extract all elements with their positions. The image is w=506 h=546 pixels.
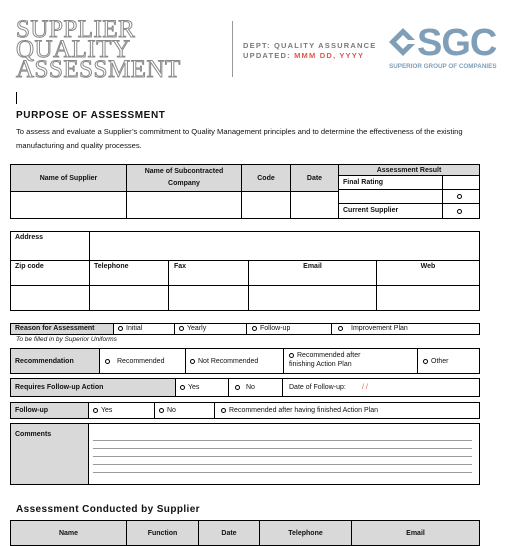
conducted-date-header: Date [198,520,260,546]
reason-label: Reason for Assessment [15,325,95,332]
fax-field[interactable] [168,285,249,311]
requires-followup-yes-cell[interactable] [175,378,229,397]
followup-yes-cell[interactable] [88,402,155,419]
reason-improvement-label: Improvement Plan [351,325,408,332]
reason-initial-cell[interactable] [113,323,175,335]
title-line-2: QUALITY [16,36,131,63]
subcontracted-company-header [126,164,242,192]
updated-label: UPDATED: [243,51,291,60]
zip-cell [10,260,90,286]
recommended-after-plan-radio[interactable] [289,353,294,358]
followup-date-cell[interactable] [282,378,480,397]
comments-field[interactable] [88,423,480,485]
dept-label: DEPT: QUALITY ASSURANCE [243,41,377,50]
text-cursor [16,92,17,104]
conducted-email-header: Email [351,520,480,546]
email-field[interactable] [248,285,377,311]
final-rating-value[interactable] [442,175,480,190]
followup-yes-radio[interactable] [93,408,98,413]
filled-by-note: To be filled in by Superior Uniforms [16,336,117,343]
telephone-field[interactable] [89,285,169,311]
recommended-label: Recommended [117,358,165,365]
code-header: Code [241,164,291,192]
reason-followup-label: Follow-up [260,325,291,332]
address-label-cell [10,231,90,261]
comment-line [93,448,472,449]
recommended-radio[interactable] [105,359,110,364]
supplier-name-field[interactable] [10,191,127,219]
recommended-after-plan-line-2: finishing Action Plan [289,361,352,368]
followup-label: Follow-up [15,407,49,414]
not-recommended-cell[interactable] [185,348,284,374]
requires-followup-no-radio[interactable] [235,385,240,390]
recommended-cell[interactable] [99,348,186,374]
comments-label: Comments [15,431,52,438]
date-header: Date [290,164,339,192]
requires-followup-yes-label: Yes [188,384,200,391]
followup-date-placeholder[interactable]: / / [362,384,368,391]
name-of-supplier-header: Name of Supplier [10,164,127,192]
updated-line [243,51,364,60]
reason-yearly-radio[interactable] [179,326,184,331]
conducted-function-header: Function [126,520,199,546]
final-rating-cell [338,175,443,190]
current-supplier-label: Current Supplier [343,207,399,214]
followup-after-plan-label: Recommended after having finished Action Plan [229,407,379,414]
date-field[interactable] [290,191,339,219]
comment-line [93,464,472,465]
recommendation-label-cell [10,348,100,374]
logo-subtitle: SUPERIOR GROUP OF COMPANIES [389,63,497,70]
followup-date-label: Date of Follow-up: [289,384,346,391]
requires-followup-label-cell [10,378,176,397]
reason-yearly-cell[interactable] [174,323,247,335]
reason-initial-label: Initial [126,325,143,332]
subcontracted-company-field[interactable] [126,191,242,219]
purpose-text-line-2: manufacturing and quality processes. [16,141,142,150]
fax-cell [168,260,249,286]
reason-improvement-cell[interactable] [331,323,480,335]
subcontracted-line-1: Name of Subcontracted [144,168,224,175]
title-line-3: ASSESSMENT [16,56,181,83]
not-recommended-radio[interactable] [190,359,195,364]
followup-label-cell [10,402,89,419]
comment-line [93,456,472,457]
requires-followup-no-label: No [246,384,255,391]
followup-no-label: No [167,407,176,414]
recommended-after-plan-cell[interactable] [283,348,418,374]
purpose-text-line-1: To assess and evaluate a Supplier’s commitment to Quality Management principles and to determine the effectiveness of the existing [16,127,463,136]
purpose-heading: PURPOSE OF ASSESSMENT [16,110,166,121]
rating-radio[interactable] [457,194,462,199]
conducted-telephone-header: Telephone [259,520,352,546]
other-radio[interactable] [423,359,428,364]
assessment-result-header: Assessment Result [338,164,480,176]
current-supplier-cell [338,203,443,219]
followup-yes-label: Yes [101,407,113,414]
other-label: Other [431,358,449,365]
zip-field[interactable] [10,285,90,311]
followup-no-radio[interactable] [159,408,164,413]
reason-yearly-label: Yearly [187,325,207,332]
requires-followup-label: Requires Follow-up Action [15,384,104,391]
web-field[interactable] [376,285,480,311]
current-supplier-radio-cell[interactable] [442,203,480,219]
fax-label: Fax [174,263,187,270]
conducted-heading: Assessment Conducted by Supplier [16,504,200,515]
subcontracted-line-2: Company [168,180,200,187]
address-field[interactable] [89,231,480,261]
final-rating-label: Final Rating [343,179,384,186]
updated-value: MMM DD, YYYY [294,51,365,60]
web-cell [376,260,480,286]
comments-label-cell [10,423,89,485]
recommended-after-plan-line-1: Recommended after [297,352,361,359]
not-recommended-label: Not Recommended [198,358,259,365]
current-supplier-radio[interactable] [457,209,462,214]
reason-label-cell [10,323,114,335]
comment-line [93,440,472,441]
address-label: Address [15,234,44,241]
reason-improvement-radio[interactable] [338,326,343,331]
logo-text: SGC [417,22,497,64]
purpose-text [16,125,486,153]
telephone-label: Telephone [94,263,129,270]
sgc-logo-mark-icon [388,27,418,61]
other-cell[interactable] [417,348,480,374]
comment-line [93,472,472,473]
followup-after-plan-radio[interactable] [221,408,226,413]
email-label: Email [303,263,322,270]
reason-followup-radio[interactable] [252,326,257,331]
requires-followup-no-cell[interactable] [228,378,283,397]
requires-followup-yes-radio[interactable] [180,385,185,390]
header-divider [232,21,233,77]
reason-initial-radio[interactable] [118,326,123,331]
followup-no-cell[interactable] [154,402,215,419]
code-field[interactable] [241,191,291,219]
conducted-name-header: Name [10,520,127,546]
email-cell [248,260,377,286]
rating-radio-cell[interactable] [442,189,480,204]
recommendation-label: Recommendation [15,358,74,365]
title-line-1: SUPPLIER [16,16,136,43]
zip-label: Zip code [15,263,44,270]
reason-followup-cell[interactable] [246,323,332,335]
web-label: Web [420,263,436,270]
rating-blank-cell [338,189,443,204]
telephone-cell [89,260,169,286]
followup-after-plan-cell[interactable] [214,402,480,419]
